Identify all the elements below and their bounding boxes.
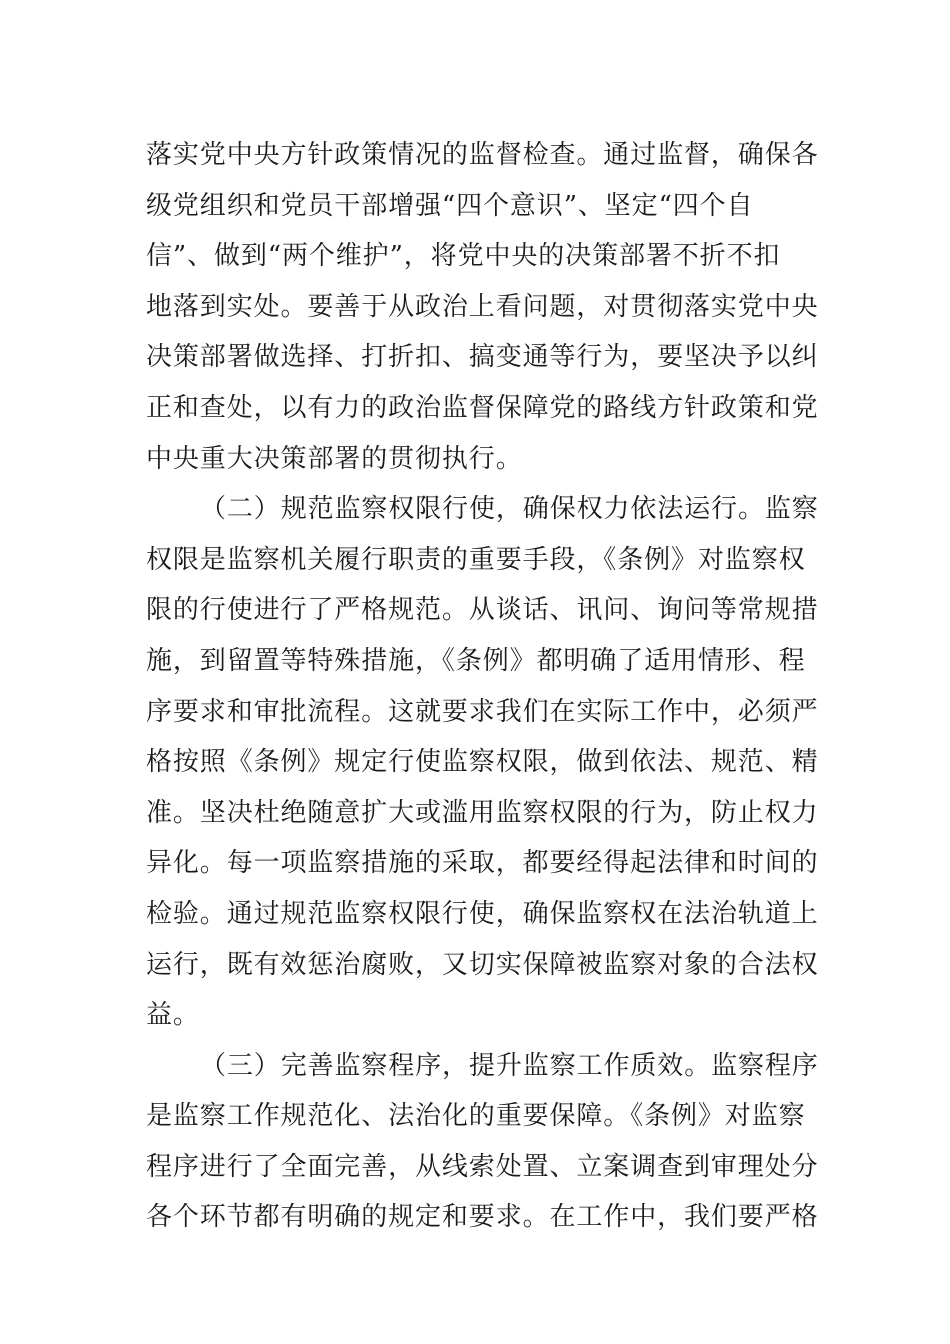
text-line: 地落到实处。要善于从政治上看问题，对贯彻落实党中央 xyxy=(146,291,819,322)
text-line: 中央重大决策部署的贯彻执行。 xyxy=(146,443,523,474)
text-line: 决策部署做选择、打折扣、搞变通等行为，要坚决予以纠 xyxy=(146,342,819,373)
text-line: 格按照《条例》规定行使监察权限，做到依法、规范、精 xyxy=(146,747,819,778)
text-line: 信”、做到“两个维护”，将党中央的决策部署不折不扣 xyxy=(146,241,781,272)
text-line: 益。 xyxy=(146,1000,200,1031)
text-line: 权限是监察机关履行职责的重要手段，《条例》对监察权 xyxy=(146,544,806,575)
text-line: 检验。通过规范监察权限行使，确保监察权在法治轨道上 xyxy=(146,898,819,929)
body-text xyxy=(146,130,819,1243)
text-line: 序要求和审批流程。这就要求我们在实际工作中，必须严 xyxy=(146,696,819,727)
text-line: 异化。每一项监察措施的采取，都要经得起法律和时间的 xyxy=(146,848,819,879)
text-line: 是监察工作规范化、法治化的重要保障。《条例》对监察 xyxy=(146,1101,806,1132)
text-line: 各个环节都有明确的规定和要求。在工作中，我们要严格 xyxy=(146,1202,819,1233)
text-line: 限的行使进行了严格规范。从谈话、讯问、询问等常规措 xyxy=(146,595,819,626)
text-line: 正和查处，以有力的政治监督保障党的路线方针政策和党 xyxy=(146,392,819,423)
text-line: 落实党中央方针政策情况的监督检查。通过监督，确保各 xyxy=(146,140,819,170)
text-line: 程序进行了全面完善，从线索处置、立案调查到审理处分 xyxy=(146,1151,819,1182)
text-line: 施，到留置等特殊措施，《条例》都明确了适用情形、程 xyxy=(146,645,806,676)
text-line: 准。坚决杜绝随意扩大或滥用监察权限的行为，防止权力 xyxy=(146,797,819,828)
section-heading-line: （三）完善监察程序，提升监察工作质效。监察程序 xyxy=(200,1050,819,1081)
section-heading-line: （二）规范监察权限行使，确保权力依法运行。监察 xyxy=(200,494,819,525)
text-line: 运行，既有效惩治腐败，又切实保障被监察对象的合法权 xyxy=(146,949,819,980)
text-line: 级党组织和党员干部增强“四个意识”、坚定“四个自 xyxy=(146,190,754,221)
